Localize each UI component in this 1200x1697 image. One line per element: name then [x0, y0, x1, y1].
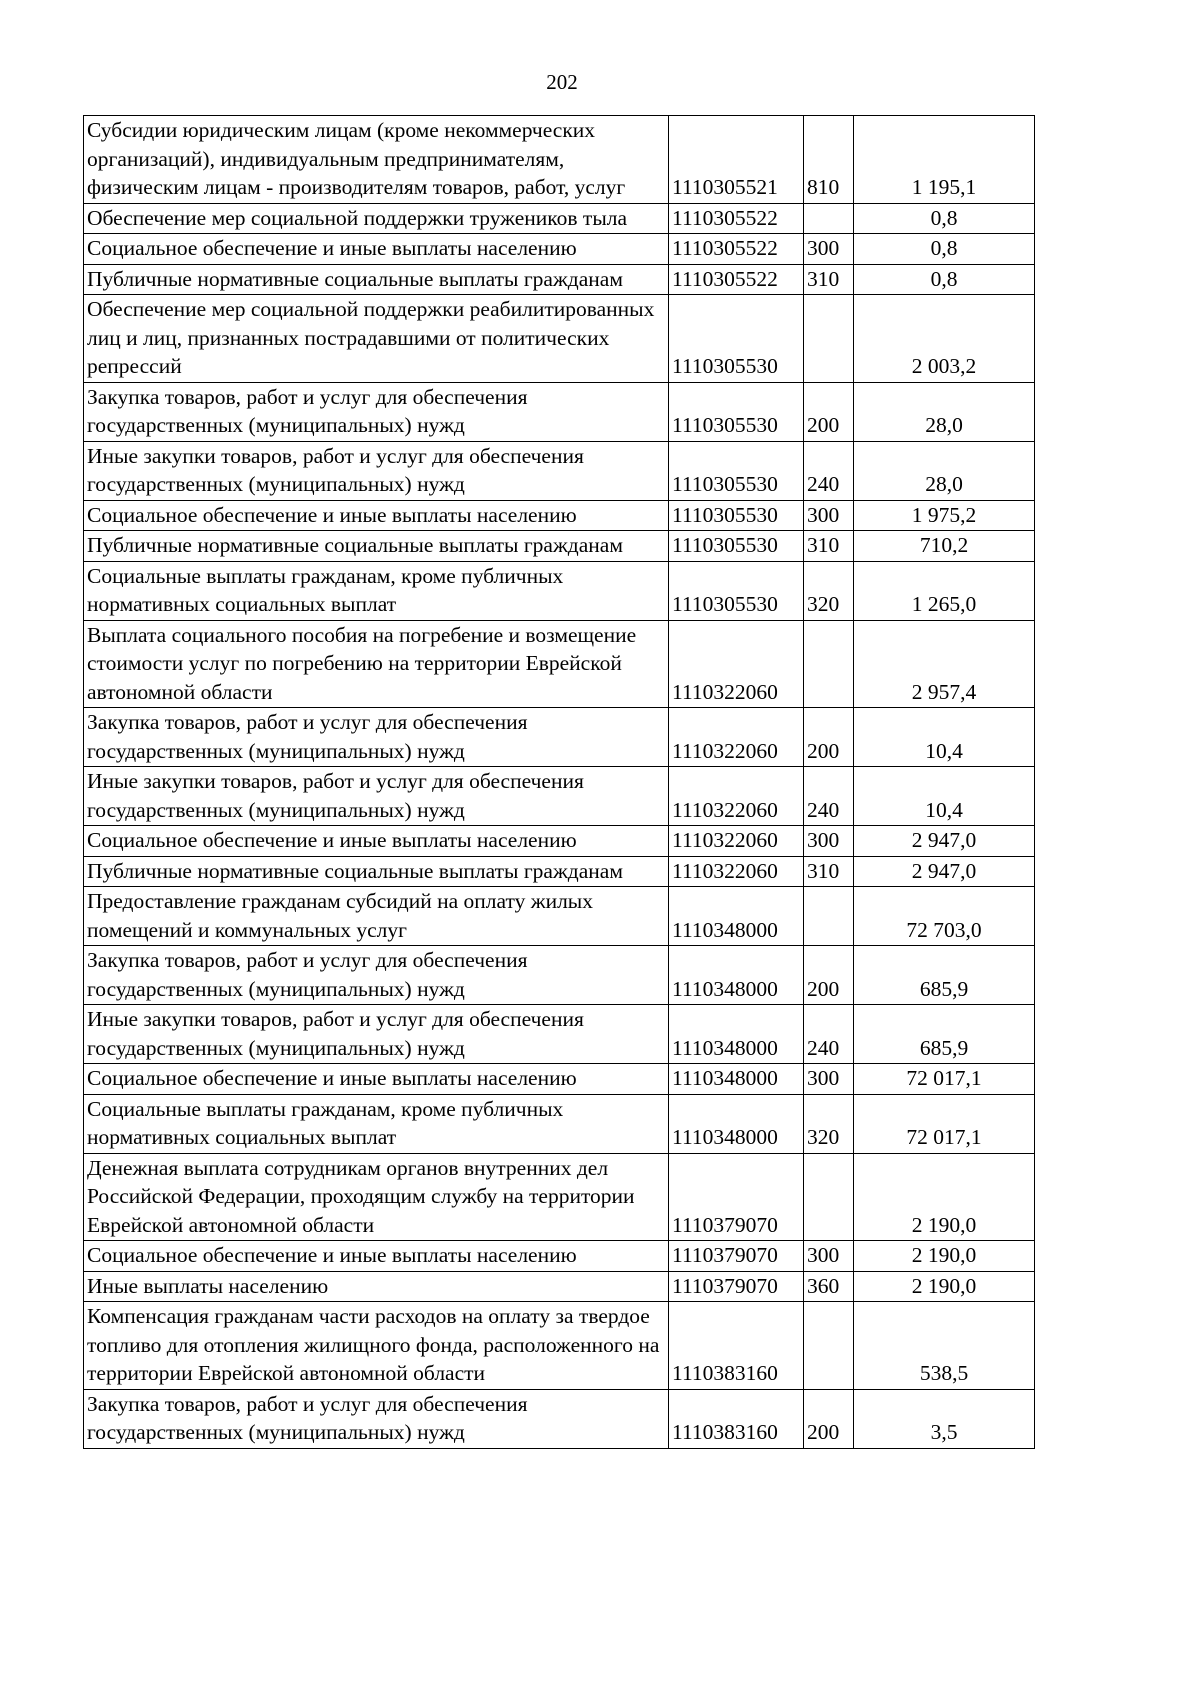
row-expense-type	[804, 887, 854, 946]
row-code: 1110305521	[669, 116, 804, 204]
row-name: Социальное обеспечение и иные выплаты населению	[84, 1064, 669, 1095]
table-row	[84, 561, 1035, 620]
row-code: 1110305522	[669, 264, 804, 295]
table-row	[84, 887, 1035, 946]
row-expense-type: 200	[804, 946, 854, 1005]
row-name: Субсидии юридическим лицам (кроме некоммерческих организаций), индивидуальным предпринимателям, физическим лицам - производителям товаров, работ, услуг	[84, 116, 669, 204]
table-row	[84, 500, 1035, 531]
row-sum: 710,2	[854, 531, 1035, 562]
row-sum: 1 195,1	[854, 116, 1035, 204]
row-sum: 2 957,4	[854, 620, 1035, 708]
row-code: 1110305530	[669, 441, 804, 500]
table-row	[84, 531, 1035, 562]
row-name: Социальное обеспечение и иные выплаты населению	[84, 500, 669, 531]
row-expense-type: 240	[804, 767, 854, 826]
row-sum: 2 190,0	[854, 1241, 1035, 1272]
row-expense-type: 200	[804, 382, 854, 441]
row-expense-type: 300	[804, 1064, 854, 1095]
table-row	[84, 1064, 1035, 1095]
table-row	[84, 1005, 1035, 1064]
page-number: 202	[546, 70, 578, 94]
row-sum: 685,9	[854, 946, 1035, 1005]
row-name: Публичные нормативные социальные выплаты гражданам	[84, 531, 669, 562]
row-name: Иные закупки товаров, работ и услуг для обеспечения государственных (муниципальных) нужд	[84, 1005, 669, 1064]
row-sum: 0,8	[854, 234, 1035, 265]
row-code: 1110305530	[669, 295, 804, 383]
row-code: 1110305530	[669, 500, 804, 531]
row-name: Социальное обеспечение и иные выплаты населению	[84, 1241, 669, 1272]
row-name: Закупка товаров, работ и услуг для обеспечения государственных (муниципальных) нужд	[84, 708, 669, 767]
row-name: Обеспечение мер социальной поддержки реабилитированных лиц и лиц, признанных пострадавшими от политических репрессий	[84, 295, 669, 383]
row-code: 1110348000	[669, 1005, 804, 1064]
table-row	[84, 264, 1035, 295]
row-code: 1110348000	[669, 946, 804, 1005]
row-name: Социальные выплаты гражданам, кроме публичных нормативных социальных выплат	[84, 561, 669, 620]
row-expense-type: 300	[804, 234, 854, 265]
row-code: 1110379070	[669, 1271, 804, 1302]
row-expense-type: 320	[804, 1094, 854, 1153]
table-row	[84, 1271, 1035, 1302]
row-code: 1110322060	[669, 826, 804, 857]
table-row	[84, 1302, 1035, 1390]
row-sum: 72 703,0	[854, 887, 1035, 946]
row-code: 1110305522	[669, 234, 804, 265]
row-code: 1110322060	[669, 767, 804, 826]
row-expense-type: 360	[804, 1271, 854, 1302]
row-sum: 1 265,0	[854, 561, 1035, 620]
row-code: 1110305530	[669, 382, 804, 441]
row-expense-type: 310	[804, 856, 854, 887]
row-code: 1110379070	[669, 1153, 804, 1241]
row-expense-type: 200	[804, 708, 854, 767]
row-expense-type	[804, 620, 854, 708]
row-expense-type: 300	[804, 826, 854, 857]
row-name: Предоставление гражданам субсидий на оплату жилых помещений и коммунальных услуг	[84, 887, 669, 946]
row-name: Иные выплаты населению	[84, 1271, 669, 1302]
table-row	[84, 295, 1035, 383]
row-expense-type	[804, 1302, 854, 1390]
row-code: 1110383160	[669, 1302, 804, 1390]
row-name: Денежная выплата сотрудникам органов внутренних дел Российской Федерации, проходящим службу на территории Еврейской автономной области	[84, 1153, 669, 1241]
row-name: Обеспечение мер социальной поддержки тружеников тыла	[84, 203, 669, 234]
row-expense-type: 320	[804, 561, 854, 620]
row-name: Публичные нормативные социальные выплаты гражданам	[84, 264, 669, 295]
row-expense-type: 310	[804, 264, 854, 295]
row-name: Компенсация гражданам части расходов на оплату за твердое топливо для отопления жилищного фонда, расположенного на территории Еврейской автономной области	[84, 1302, 669, 1390]
row-code: 1110322060	[669, 708, 804, 767]
row-code: 1110348000	[669, 1094, 804, 1153]
row-expense-type: 300	[804, 1241, 854, 1272]
row-sum: 2 190,0	[854, 1271, 1035, 1302]
row-expense-type: 240	[804, 1005, 854, 1064]
row-sum: 0,8	[854, 264, 1035, 295]
row-expense-type: 300	[804, 500, 854, 531]
row-sum: 2 947,0	[854, 856, 1035, 887]
table-row	[84, 382, 1035, 441]
row-name: Иные закупки товаров, работ и услуг для обеспечения государственных (муниципальных) нужд	[84, 441, 669, 500]
row-expense-type	[804, 203, 854, 234]
row-name: Иные закупки товаров, работ и услуг для обеспечения государственных (муниципальных) нужд	[84, 767, 669, 826]
table-row	[84, 856, 1035, 887]
table-row	[84, 441, 1035, 500]
row-sum: 72 017,1	[854, 1094, 1035, 1153]
row-expense-type	[804, 1153, 854, 1241]
row-expense-type: 240	[804, 441, 854, 500]
row-sum: 28,0	[854, 382, 1035, 441]
table-row	[84, 826, 1035, 857]
row-name: Социальное обеспечение и иные выплаты населению	[84, 826, 669, 857]
table-row	[84, 946, 1035, 1005]
row-code: 1110348000	[669, 887, 804, 946]
row-sum: 2 190,0	[854, 1153, 1035, 1241]
table-row	[84, 1389, 1035, 1448]
row-sum: 28,0	[854, 441, 1035, 500]
row-sum: 685,9	[854, 1005, 1035, 1064]
table-row	[84, 234, 1035, 265]
row-code: 1110322060	[669, 856, 804, 887]
row-name: Публичные нормативные социальные выплаты гражданам	[84, 856, 669, 887]
row-sum: 3,5	[854, 1389, 1035, 1448]
row-sum: 1 975,2	[854, 500, 1035, 531]
table-row	[84, 1153, 1035, 1241]
row-expense-type: 200	[804, 1389, 854, 1448]
table-row	[84, 116, 1035, 204]
row-code: 1110383160	[669, 1389, 804, 1448]
row-code: 1110305522	[669, 203, 804, 234]
row-expense-type: 310	[804, 531, 854, 562]
row-code: 1110305530	[669, 531, 804, 562]
row-sum: 2 003,2	[854, 295, 1035, 383]
row-expense-type: 810	[804, 116, 854, 204]
row-sum: 2 947,0	[854, 826, 1035, 857]
row-sum: 10,4	[854, 767, 1035, 826]
row-code: 1110322060	[669, 620, 804, 708]
table-row	[84, 1241, 1035, 1272]
table-row	[84, 1094, 1035, 1153]
table-row	[84, 620, 1035, 708]
table-row	[84, 203, 1035, 234]
row-expense-type	[804, 295, 854, 383]
row-sum: 538,5	[854, 1302, 1035, 1390]
row-name: Выплата социального пособия на погребение и возмещение стоимости услуг по погребению на территории Еврейской автономной области	[84, 620, 669, 708]
row-code: 1110379070	[669, 1241, 804, 1272]
row-name: Закупка товаров, работ и услуг для обеспечения государственных (муниципальных) нужд	[84, 946, 669, 1005]
row-name: Закупка товаров, работ и услуг для обеспечения государственных (муниципальных) нужд	[84, 382, 669, 441]
row-code: 1110348000	[669, 1064, 804, 1095]
row-sum: 72 017,1	[854, 1064, 1035, 1095]
budget-table-body	[84, 116, 1035, 1449]
row-name: Социальное обеспечение и иные выплаты населению	[84, 234, 669, 265]
table-row	[84, 708, 1035, 767]
row-name: Социальные выплаты гражданам, кроме публичных нормативных социальных выплат	[84, 1094, 669, 1153]
budget-table	[83, 115, 1035, 1449]
table-row	[84, 767, 1035, 826]
row-code: 1110305530	[669, 561, 804, 620]
row-sum: 10,4	[854, 708, 1035, 767]
row-name: Закупка товаров, работ и услуг для обеспечения государственных (муниципальных) нужд	[84, 1389, 669, 1448]
row-sum: 0,8	[854, 203, 1035, 234]
